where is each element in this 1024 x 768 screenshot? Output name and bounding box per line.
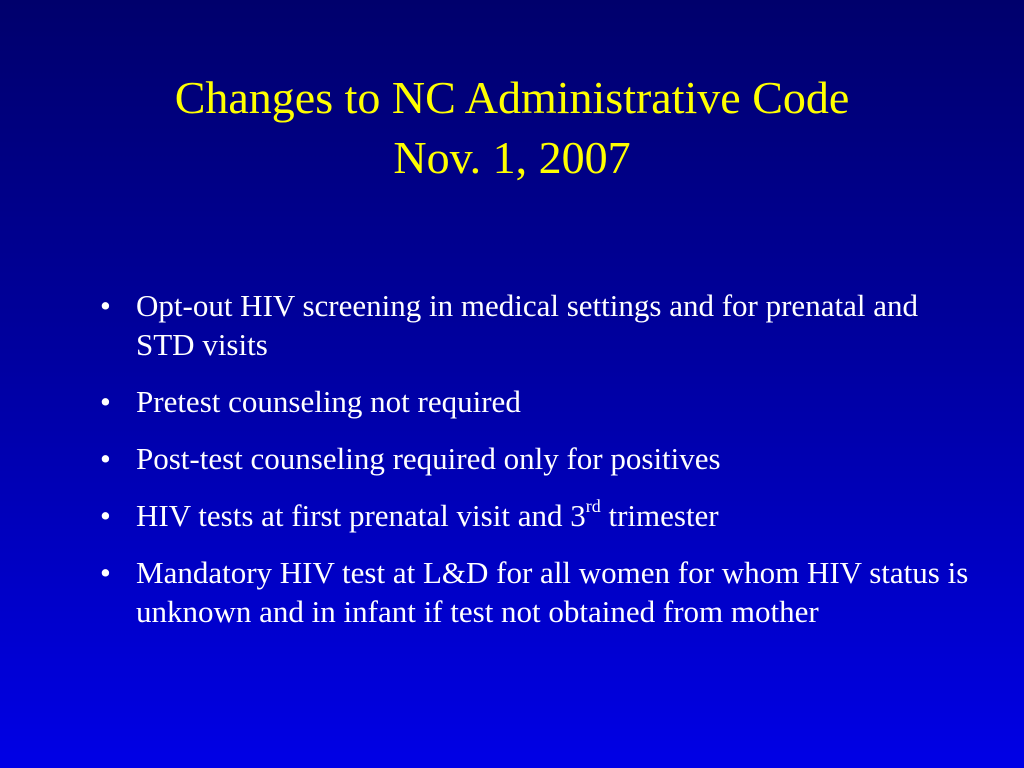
bullet-text [136, 498, 719, 533]
bullet-item-opt-out-screening [100, 286, 980, 364]
bullet-text: Opt-out HIV screening in medical settings and for prenatal and STD visits [136, 288, 918, 362]
bullet-icon: • [100, 288, 111, 323]
bullet-icon: • [100, 498, 111, 533]
bullet-text: Post-test counseling required only for positives [136, 441, 721, 476]
title-line-2: Nov. 1, 2007 [393, 132, 631, 183]
slide-title [60, 68, 964, 188]
bullet-text: Mandatory HIV test at L&D for all women for whom HIV status is unknown and in infant if test not obtained from mother [136, 555, 969, 629]
bullet-icon: • [100, 384, 111, 419]
bullet-item-post-test-counseling [100, 439, 980, 478]
bullet-icon: • [100, 441, 111, 476]
title-line-1: Changes to NC Administrative Code [174, 72, 850, 123]
bullet-text: Pretest counseling not required [136, 384, 521, 419]
bullet-item-mandatory-test [100, 553, 980, 631]
ordinal-superscript: rd [585, 496, 601, 516]
bullet-item-pretest-counseling [100, 382, 980, 421]
bullet-item-hiv-tests-prenatal [100, 496, 980, 535]
bullet-text-before: HIV tests at first prenatal visit and 3 [136, 498, 586, 533]
bullet-text-after: trimester [600, 498, 719, 533]
bullet-icon: • [100, 555, 111, 590]
bullet-list [100, 286, 980, 649]
